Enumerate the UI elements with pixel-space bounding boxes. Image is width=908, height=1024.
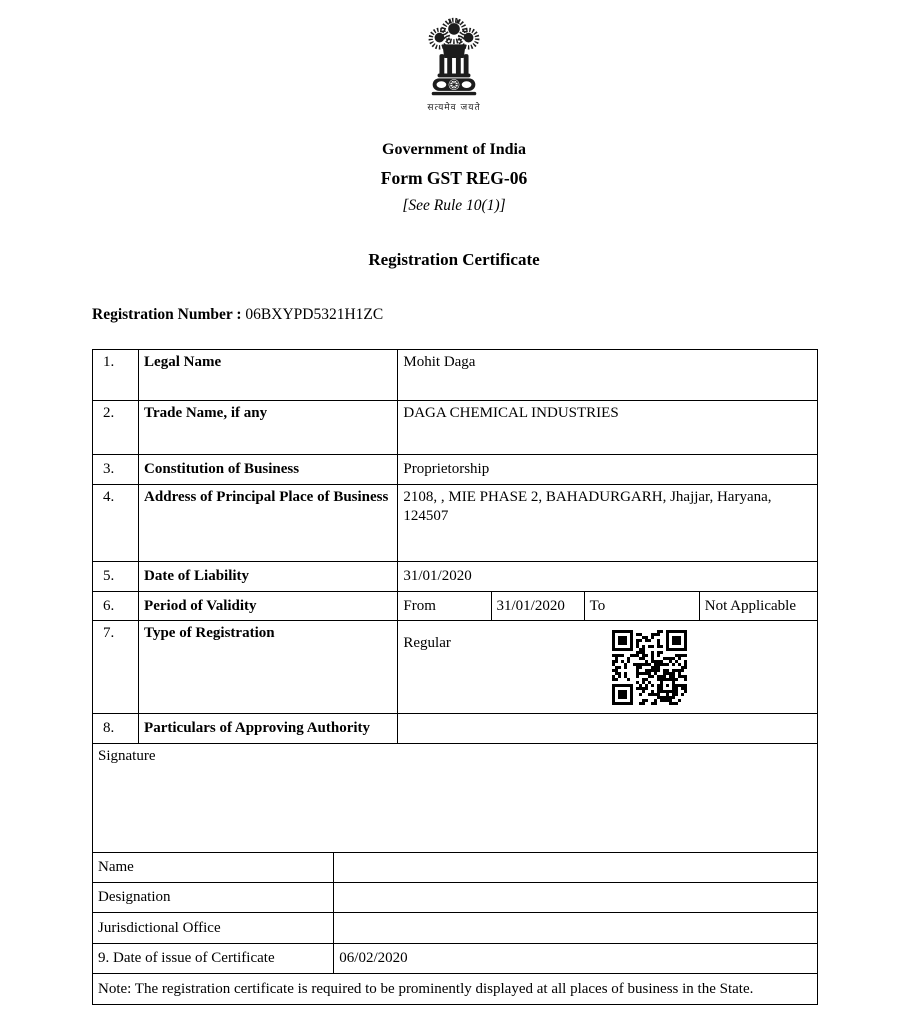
row-4-serial: 4. bbox=[93, 485, 139, 562]
row-6-to-value: Not Applicable bbox=[699, 592, 817, 621]
row-8-value bbox=[398, 714, 818, 744]
row-2-label: Trade Name, if any bbox=[139, 401, 398, 455]
table-row bbox=[93, 455, 818, 485]
registration-number-label: Registration Number : bbox=[92, 306, 242, 323]
name-label: Name bbox=[93, 853, 334, 883]
form-title: Form GST REG-06 bbox=[380, 168, 528, 188]
table-row bbox=[93, 744, 818, 853]
signature-cell: Signature bbox=[93, 744, 818, 853]
row-8-serial: 8. bbox=[93, 714, 139, 744]
certificate-title: Registration Certificate bbox=[368, 250, 540, 269]
table-row bbox=[93, 485, 818, 562]
row-6-from-value: 31/01/2020 bbox=[491, 592, 584, 621]
registration-number-line bbox=[92, 306, 908, 324]
row-3-serial: 3. bbox=[93, 455, 139, 485]
certificate-table bbox=[92, 349, 818, 1005]
document-header bbox=[0, 0, 908, 270]
table-row bbox=[93, 562, 818, 592]
emblem-of-india-icon bbox=[0, 14, 908, 115]
table-row bbox=[93, 913, 818, 944]
note-cell: Note: The registration certificate is required to be prominently displayed at all places of business in the State. bbox=[93, 974, 818, 1005]
row-8-label: Particulars of Approving Authority bbox=[139, 714, 398, 744]
row-2-value: DAGA CHEMICAL INDUSTRIES bbox=[398, 401, 818, 455]
row-1-label: Legal Name bbox=[139, 350, 398, 401]
row-6-from-label: From bbox=[398, 592, 491, 621]
date-of-issue-value: 06/02/2020 bbox=[334, 944, 818, 974]
qr-code-icon bbox=[612, 630, 687, 705]
table-row bbox=[93, 350, 818, 401]
row-7-serial: 7. bbox=[93, 621, 139, 714]
row-5-label: Date of Liability bbox=[139, 562, 398, 592]
jurisdictional-office-label: Jurisdictional Office bbox=[93, 913, 334, 944]
table-row bbox=[93, 853, 818, 883]
registration-number-value: 06BXYPD5321H1ZC bbox=[245, 306, 384, 323]
row-6-serial: 6. bbox=[93, 592, 139, 621]
table-row bbox=[93, 974, 818, 1005]
row-6-to-label: To bbox=[584, 592, 699, 621]
row-1-serial: 1. bbox=[93, 350, 139, 401]
date-of-issue-label: 9. Date of issue of Certificate bbox=[93, 944, 334, 974]
row-1-value: Mohit Daga bbox=[398, 350, 818, 401]
table-row bbox=[93, 944, 818, 974]
table-row bbox=[93, 592, 818, 621]
row-2-serial: 2. bbox=[93, 401, 139, 455]
table-row bbox=[93, 401, 818, 455]
row-7-value bbox=[398, 621, 818, 714]
government-of-india-title: Government of India bbox=[382, 141, 526, 158]
table-row bbox=[93, 714, 818, 744]
designation-label: Designation bbox=[93, 883, 334, 913]
name-value bbox=[334, 853, 818, 883]
row-4-label: Address of Principal Place of Business bbox=[139, 485, 398, 562]
table-row bbox=[93, 621, 818, 714]
emblem-motto: सत्यमेव जयते bbox=[427, 103, 481, 113]
jurisdictional-office-value bbox=[334, 913, 818, 944]
row-6-label: Period of Validity bbox=[139, 592, 398, 621]
row-3-label: Constitution of Business bbox=[139, 455, 398, 485]
row-5-value: 31/01/2020 bbox=[398, 562, 818, 592]
table-row bbox=[93, 883, 818, 913]
row-7-label: Type of Registration bbox=[139, 621, 398, 714]
registration-type-value: Regular bbox=[403, 635, 451, 651]
row-3-value: Proprietorship bbox=[398, 455, 818, 485]
row-4-value: 2108, , MIE PHASE 2, BAHADURGARH, Jhajjar, Haryana, 124507 bbox=[398, 485, 818, 562]
designation-value bbox=[334, 883, 818, 913]
row-5-serial: 5. bbox=[93, 562, 139, 592]
rule-reference: [See Rule 10(1)] bbox=[402, 197, 506, 214]
